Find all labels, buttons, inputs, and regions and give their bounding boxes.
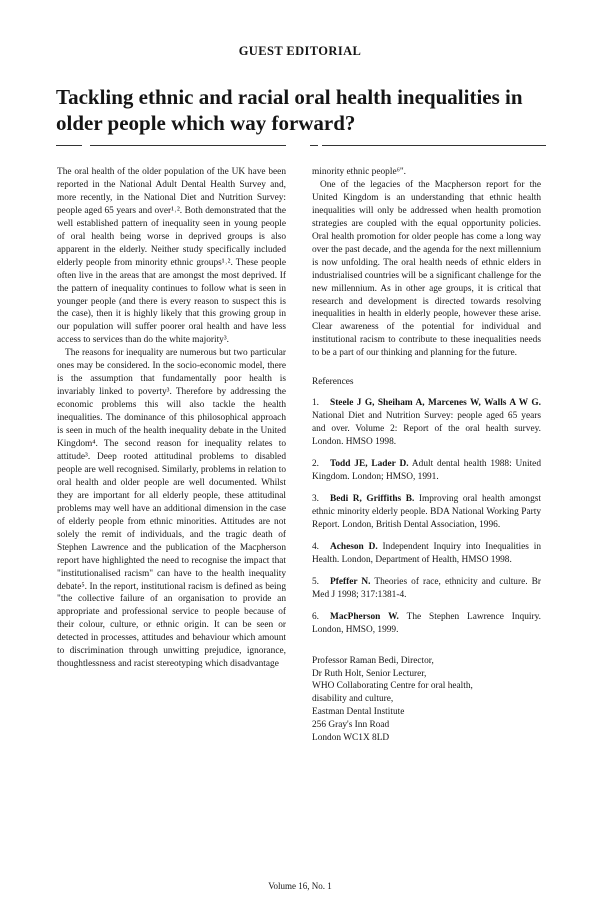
page-footer: Volume 16, No. 1 xyxy=(268,881,332,891)
reference-item: 5. Pfeffer N. Theories of race, ethnicity and culture. Br Med J 1998; 317:1381-4. xyxy=(312,576,541,600)
reference-item: 3. Bedi R, Griffiths B. Improving oral health amongst ethnic minority elderly people. BDA National Working Party Report. London, British Dental Association, 1996. xyxy=(312,493,542,530)
references-heading: References xyxy=(312,377,354,388)
left-column xyxy=(57,166,286,671)
body-paragraph: minority ethnic people⁶". xyxy=(312,167,406,177)
reference-item: 2. Todd JE, Lader D. Adult dental health 1988: United Kingdom. London; HMSO, 1991. xyxy=(312,459,541,483)
title-rules xyxy=(56,143,546,149)
body-paragraph: The reasons for inequality are numerous but two particular ones may be considered. In the socio-economic model, there is the assumption that fundamentally poor health is invariably linked to poverty³. Therefore by addressing the economic problems this will also tackle the health inequalities. The dominance of this philosophical approach is seen in much of the health inequality debate in the United Kingdom⁴. The second reason for inequality relates to attitude³. Deep rooted attitudinal problems to disabled people are well recognised. Similarly, problems in relation to oral health and older people are well documented. Whilst they are important for all elderly people, these attitudinal problems may well have an additional dimension in the case of elderly people from ethnic minorities. Attitudes are not solely the remit of individuals, and the tragic death of Stephen Lawrence and the publication of the Macpherson report have highlighted the need to recognise the impact that "institutionalised racism" can have to the health inequality debate⁵. In the report, institutional racism is defined as being "the collective failure of an organisation to provide an appropriate and professional service to people because of their colour, culture, or ethnic origin. It can be seen or detected in processes, attitudes and behaviour which amount to discrimination through unwitting prejudice, ignorance, thoughtlessness and racist stereotyping which disadvantage xyxy=(57,348,286,670)
address-line: WHO Collaborating Centre for oral health, xyxy=(312,681,473,692)
reference-item: 4. Acheson D. Independent Inquiry into Inequalities in Health. London, Department of Health, HMSO 1998. xyxy=(312,541,541,565)
reference-item: 1. Steele J G, Sheiham A, Marcenes W, Walls A W G. National Diet and Nutrition Survey: people aged 65 years and over. Volume 2: Report of the oral health survey. London. HMSO 1998. xyxy=(312,398,541,448)
body-paragraph: One of the legacies of the Macpherson report for the United Kingdom is an understanding that ethnic health inequalities will only be addressed when health promotion strategies are coupled with the equal opportunity policies. Oral health promotion for older people has come a long way over the past decade, and the agenda for the next millennium is now unfolding. The oral health needs of ethnic elders in industrialised countries will be a significant challenge for the new millennium. As in other age groups, it is critical that research and development is directed towards resolving inequalities in health in elderly people, however these arise. Clear awareness of the potential for individual and institutional racism to contribute to these inequalities needs to be a part of our thinking and planning for the future. xyxy=(312,179,541,359)
right-column xyxy=(312,166,541,745)
body-paragraph: The oral health of the older population of the UK have been reported in the National Adult Dental Health Survey and, more recently, in the National Diet and Nutrition Survey: people aged 65 years and over¹˒². Both demonstrated that the well established pattern of inequality seen in young people of oral health being worse in deprived groups is also apparent in the elderly. Neither study specifically included elderly people from minority ethnic groups¹˒². These people often live in the areas that are amongst the most deprived. If the pattern of inequality continues to follow what is seen in younger people (and there is every reason to suspect this is the case), then it is highly likely that this growing group in our population will suffer poorer oral health and have less access to services than do the white majority³. xyxy=(57,167,286,346)
address-line: Professor Raman Bedi, Director, xyxy=(312,655,434,666)
address-line: Eastman Dental Institute xyxy=(312,707,405,718)
article-title: Tackling ethnic and racial oral health inequalities in older people which way forward? xyxy=(56,85,523,135)
address-line: 256 Gray's Inn Road xyxy=(312,720,390,731)
references-list xyxy=(312,397,541,636)
reference-item: 6. MacPherson W. The Stephen Lawrence Inquiry. London, HMSO, 1999. xyxy=(312,611,541,635)
address-line: London WC1X 8LD xyxy=(312,733,390,744)
address-line: disability and culture, xyxy=(312,694,394,705)
author-address xyxy=(312,655,541,746)
address-line: Dr Ruth Holt, Senior Lecturer, xyxy=(312,668,427,679)
section-label: GUEST EDITORIAL xyxy=(238,44,362,58)
